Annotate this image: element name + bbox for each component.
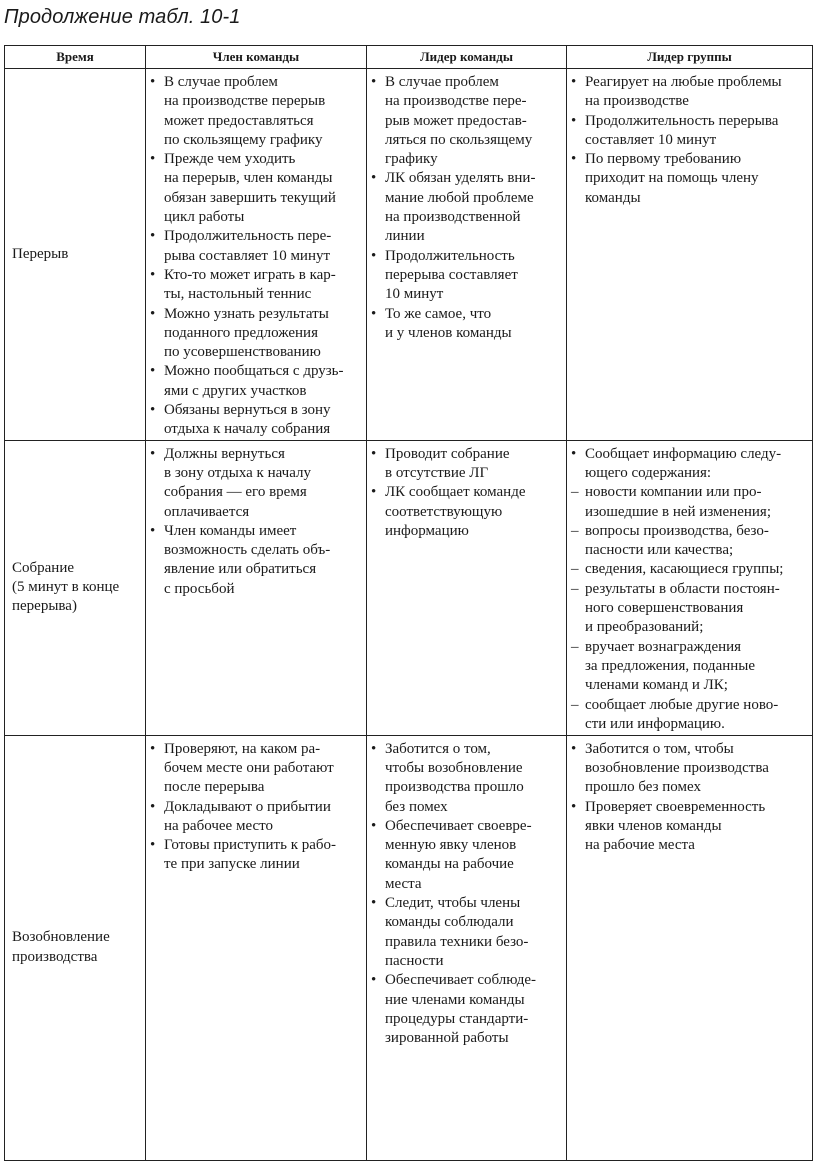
- list-item-line: команды: [585, 189, 641, 206]
- list-item: [146, 836, 362, 875]
- list-item-line: по усовершенствованию: [164, 344, 321, 361]
- bullet-marker: •: [150, 266, 156, 283]
- list-item: [146, 522, 362, 599]
- list-item-line: за предложения, поданные: [585, 657, 756, 674]
- list-item: [367, 971, 562, 1048]
- list-item-line: ние членами команды: [385, 991, 525, 1008]
- list-item-line: графику: [385, 151, 438, 168]
- list-item: [146, 445, 362, 522]
- list-item: [567, 560, 808, 579]
- list-item: [567, 522, 808, 561]
- time-cell: [5, 69, 146, 441]
- list-item-line: Реагирует на любые проблемы: [585, 74, 782, 90]
- list-item-line: 10 минут: [385, 286, 444, 303]
- bullet-marker: •: [571, 740, 577, 757]
- bullet-marker: •: [371, 895, 377, 912]
- list-item-line: на перерыв, член команды: [164, 170, 333, 187]
- list-item: [367, 740, 562, 817]
- list-item-line: Прежде чем уходить: [164, 151, 296, 168]
- team-member-list: [146, 740, 362, 875]
- list-item-line: возобновление производства: [585, 759, 769, 776]
- list-item-line: по скользящему графику: [164, 131, 323, 148]
- dash-marker: –: [571, 696, 579, 713]
- list-item-line: сведения, касающиеся группы;: [585, 561, 784, 578]
- list-item: [367, 73, 562, 169]
- table-row: [5, 440, 813, 735]
- list-item-line: пасности или качества;: [585, 542, 734, 559]
- list-item: [567, 445, 808, 484]
- list-item: [146, 266, 362, 305]
- list-item-line: на рабочее место: [164, 817, 273, 834]
- bullet-marker: •: [371, 740, 377, 757]
- dash-marker: –: [571, 484, 579, 501]
- list-item-line: мание любой проблеме: [385, 189, 534, 206]
- team-member-cell: [146, 69, 367, 441]
- list-item-line: в отсутствие ЛГ: [385, 464, 489, 481]
- list-item: [146, 305, 362, 363]
- list-item-line: ЛК обязан уделять вни-: [385, 170, 536, 187]
- list-item-line: на производственной: [385, 209, 521, 226]
- dash-marker: –: [571, 522, 579, 539]
- team-leader-list: [367, 73, 562, 343]
- bullet-marker: •: [371, 247, 377, 264]
- list-item-line: новости компании или про-: [585, 484, 762, 501]
- list-item-line: отдыха к началу собрания: [164, 421, 331, 438]
- list-item-line: и преобразований;: [585, 619, 704, 636]
- list-item-line: Обеспечивает соблюде-: [385, 972, 536, 989]
- list-item-line: может предоставляться: [164, 112, 314, 129]
- bullet-marker: •: [371, 445, 377, 462]
- list-item: [367, 894, 562, 971]
- list-item-line: Кто-то может играть в кар-: [164, 266, 336, 283]
- list-item: [146, 73, 362, 150]
- list-item-line: правила техники безо-: [385, 933, 529, 950]
- group-leader-list: [567, 73, 808, 208]
- list-item-line: процедуры стандарти-: [385, 1010, 529, 1027]
- list-item-line: линии: [385, 228, 425, 245]
- team-leader-cell: [367, 69, 567, 441]
- list-item-line: сти или информацию.: [585, 715, 725, 732]
- list-item-line: вопросы производства, безо-: [585, 522, 769, 539]
- list-item-line: ями с других участков: [164, 382, 307, 399]
- table-caption: Продолжение табл. 10-1: [4, 6, 241, 28]
- list-item-line: оплачивается: [164, 503, 250, 520]
- time-label-line: Собрание: [12, 559, 75, 576]
- list-item: [567, 73, 808, 112]
- table-row: [5, 69, 813, 441]
- bullet-marker: •: [571, 74, 577, 90]
- list-item-line: в зону отдыха к началу: [164, 464, 311, 481]
- list-item: [146, 798, 362, 837]
- list-item: [567, 798, 808, 856]
- bullet-marker: •: [150, 837, 156, 854]
- list-item-line: результаты в области постоян-: [585, 580, 780, 597]
- list-item: [567, 112, 808, 151]
- list-item-line: менную явку членов: [385, 837, 517, 854]
- time-label-line: Перерыв: [12, 245, 69, 262]
- list-item-line: Должны вернуться: [164, 445, 285, 462]
- team-member-cell: [146, 440, 367, 735]
- list-item: [367, 445, 562, 484]
- list-item-line: ющего содержания:: [585, 464, 712, 481]
- time-cell: [5, 440, 146, 735]
- list-item-line: Можно пообщаться с друзь-: [164, 363, 344, 380]
- dash-marker: –: [571, 580, 579, 597]
- team-leader-list: [367, 445, 562, 541]
- list-item-line: Проверяют, на каком ра-: [164, 740, 321, 757]
- list-item-line: после перерыва: [164, 779, 265, 796]
- team-leader-cell: [367, 735, 567, 1160]
- list-item-line: По первому требованию: [585, 151, 742, 168]
- list-item-line: на производстве: [585, 93, 689, 110]
- header-time: Время: [5, 46, 146, 69]
- list-item-line: Заботится о том, чтобы: [585, 740, 734, 757]
- bullet-marker: •: [150, 151, 156, 168]
- bullet-marker: •: [371, 74, 377, 90]
- list-item-line: Следит, чтобы члены: [385, 895, 521, 912]
- list-item-line: Обеспечивает своевре-: [385, 817, 532, 834]
- list-item-line: бочем месте они работают: [164, 759, 334, 776]
- bullet-marker: •: [571, 445, 577, 462]
- header-group-leader: Лидер группы: [567, 46, 813, 69]
- list-item: [367, 483, 562, 541]
- list-item-line: на рабочие места: [585, 837, 695, 854]
- list-item-line: ляться по скользящему: [385, 131, 533, 148]
- list-item-line: прошло без помех: [585, 779, 701, 796]
- bullet-marker: •: [371, 170, 377, 187]
- bullet-marker: •: [150, 740, 156, 757]
- header-row: [5, 46, 813, 69]
- list-item: [146, 227, 362, 266]
- list-item-line: Сообщает информацию следу-: [585, 445, 782, 462]
- list-item-line: информацию: [385, 522, 469, 539]
- group-leader-cell: [567, 735, 813, 1160]
- header-team-member: Член команды: [146, 46, 367, 69]
- list-item-line: ты, настольный теннис: [164, 286, 312, 303]
- list-item-line: чтобы возобновление: [385, 759, 523, 776]
- team-member-list: [146, 445, 362, 599]
- list-item-line: соответствующую: [385, 503, 503, 520]
- list-item-line: изошедшие в ней изменения;: [585, 503, 771, 520]
- list-item-line: В случае проблем: [164, 74, 278, 90]
- bullet-marker: •: [150, 445, 156, 462]
- group-leader-list: [567, 445, 808, 734]
- list-item: [146, 362, 362, 401]
- list-item-line: Обязаны вернуться в зону: [164, 402, 331, 419]
- team-leader-cell: [367, 440, 567, 735]
- list-item: [367, 169, 562, 246]
- bullet-marker: •: [371, 305, 377, 322]
- list-item-line: обязан завершить текущий: [164, 189, 336, 206]
- list-item-line: Заботится о том,: [385, 740, 491, 757]
- bullet-marker: •: [371, 817, 377, 834]
- list-item-line: те при запуске линии: [164, 856, 300, 873]
- bullet-marker: •: [571, 151, 577, 168]
- bullet-marker: •: [150, 363, 156, 380]
- list-item-line: Продолжительность пере-: [164, 228, 332, 245]
- list-item-line: пасности: [385, 952, 444, 969]
- group-leader-cell: [567, 69, 813, 441]
- list-item-line: Проверяет своевременность: [585, 798, 766, 815]
- bullet-marker: •: [150, 402, 156, 419]
- time-cell: [5, 735, 146, 1160]
- group-leader-cell: [567, 440, 813, 735]
- list-item-line: команды на рабочие: [385, 856, 514, 873]
- list-item: [567, 580, 808, 638]
- bullet-marker: •: [150, 74, 156, 90]
- list-item-line: без помех: [385, 798, 448, 815]
- list-item-line: Член команды имеет: [164, 522, 297, 539]
- list-item-line: В случае проблем: [385, 74, 499, 90]
- list-item: [367, 247, 562, 305]
- time-label-line: Возобновление: [12, 929, 110, 946]
- bullet-marker: •: [150, 228, 156, 245]
- list-item-line: команды соблюдали: [385, 914, 514, 931]
- list-item-line: Проводит собрание: [385, 445, 510, 462]
- list-item-line: рыва составляет 10 минут: [164, 247, 331, 264]
- list-item-line: собрания — его время: [164, 484, 307, 501]
- list-item-line: и у членов команды: [385, 324, 512, 341]
- list-item-line: производства прошло: [385, 779, 524, 796]
- time-label-line: (5 минут в конце: [12, 578, 120, 595]
- list-item-line: поданного предложения: [164, 324, 318, 341]
- bullet-marker: •: [371, 972, 377, 989]
- list-item: [567, 150, 808, 208]
- time-label-line: производства: [12, 948, 98, 965]
- list-item: [146, 401, 362, 440]
- bullet-marker: •: [150, 798, 156, 815]
- list-item-line: на производстве перерыв: [164, 93, 326, 110]
- bullet-marker: •: [571, 798, 577, 815]
- bullet-marker: •: [371, 484, 377, 501]
- list-item-line: цикл работы: [164, 209, 245, 226]
- list-item-line: явление или обратиться: [164, 561, 317, 578]
- dash-marker: –: [571, 561, 579, 578]
- list-item-line: Можно узнать результаты: [164, 305, 329, 322]
- list-item-line: Готовы приступить к рабо-: [164, 837, 337, 854]
- list-item-line: составляет 10 минут: [585, 131, 717, 148]
- list-item-line: перерыва составляет: [385, 266, 518, 283]
- list-item-line: возможность сделать объ-: [164, 542, 331, 559]
- list-item: [567, 483, 808, 522]
- list-item-line: явки членов команды: [585, 817, 722, 834]
- list-item-line: Докладывают о прибытии: [164, 798, 331, 815]
- list-item: [567, 696, 808, 735]
- list-item-line: сообщает любые другие ново-: [585, 696, 779, 713]
- list-item: [567, 740, 808, 798]
- list-item: [146, 740, 362, 798]
- table-row: [5, 735, 813, 1160]
- list-item-line: вручает вознаграждения: [585, 638, 742, 655]
- list-item: [567, 638, 808, 696]
- header-team-leader: Лидер команды: [367, 46, 567, 69]
- list-item-line: рыв может предостав-: [385, 112, 527, 129]
- list-item-line: То же самое, что: [385, 305, 492, 322]
- team-member-cell: [146, 735, 367, 1160]
- dash-marker: –: [571, 638, 579, 655]
- team-leader-list: [367, 740, 562, 1049]
- group-leader-list: [567, 740, 808, 856]
- list-item-line: ного совершенствования: [585, 600, 744, 617]
- list-item-line: места: [385, 875, 422, 892]
- list-item-line: с просьбой: [164, 580, 235, 597]
- bullet-marker: •: [571, 112, 577, 129]
- time-label-line: перерыва): [12, 598, 77, 615]
- list-item-line: приходит на помощь члену: [585, 170, 759, 187]
- list-item: [146, 150, 362, 227]
- team-member-list: [146, 73, 362, 440]
- bullet-marker: •: [150, 522, 156, 539]
- list-item-line: ЛК сообщает команде: [385, 484, 526, 501]
- schedule-table: [4, 45, 813, 1161]
- list-item-line: Продолжительность: [385, 247, 515, 264]
- bullet-marker: •: [150, 305, 156, 322]
- list-item-line: членами команд и ЛК;: [585, 677, 728, 694]
- list-item-line: зированной работы: [385, 1030, 509, 1047]
- list-item: [367, 817, 562, 894]
- list-item-line: на производстве пере-: [385, 93, 527, 110]
- list-item-line: Продолжительность перерыва: [585, 112, 779, 129]
- list-item: [367, 305, 562, 344]
